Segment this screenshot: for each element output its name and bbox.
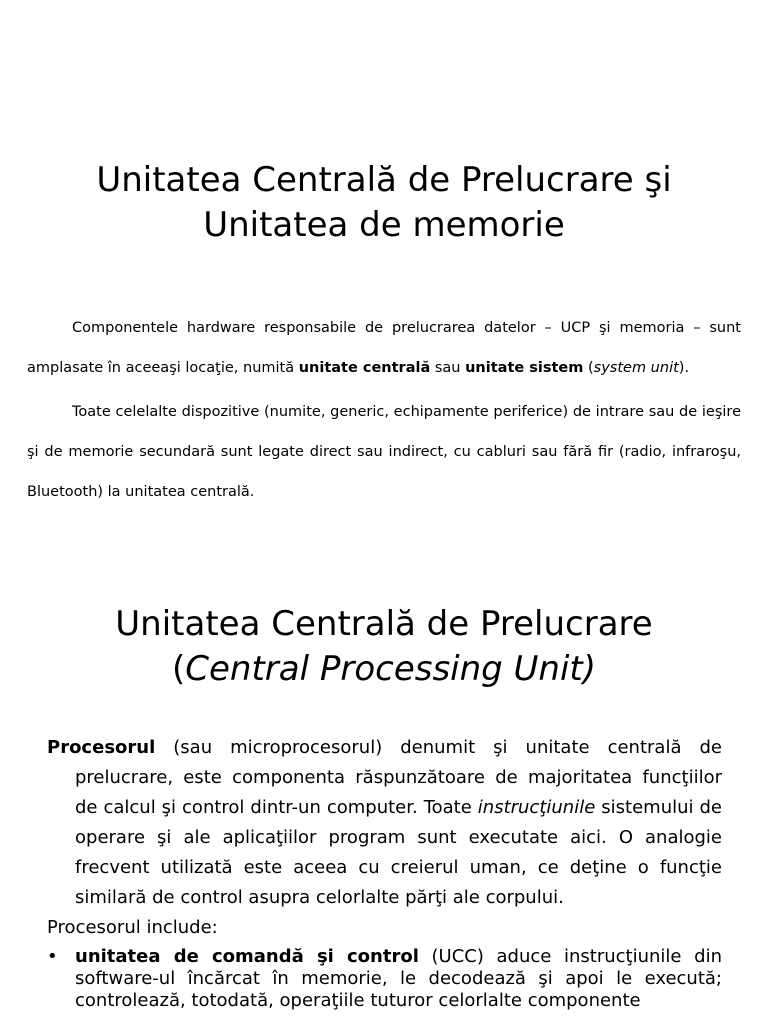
intro-paragraph-1 xyxy=(27,308,741,388)
term-instructiunile: instrucţiunile xyxy=(477,797,596,818)
term-unitate-sistem: unitate sistem xyxy=(465,360,584,376)
slide-2-title-line-1: Unitatea Centrală de Prelucrare xyxy=(115,604,653,644)
list-item xyxy=(47,946,722,1012)
intro-p2-text: Toate celelalte dispozitive (numite, generic, echipamente periferice) de intrare sau de ieşire şi de memorie secundară sunt legate direct sau indirect, cu cabluri sau fără fir (radio, infraroşu, Bluetooth) la unitatea centrală. xyxy=(27,404,741,500)
slide-2-title xyxy=(40,602,728,692)
term-ucc: unitatea de comandă şi control xyxy=(75,946,419,967)
intro-paragraph-2 xyxy=(27,392,741,512)
slide-2-title-english: Central Processing Unit) xyxy=(185,649,597,689)
slide-1-title xyxy=(40,158,728,248)
intro-p1-paren-open: ( xyxy=(583,360,594,376)
ucc-description: (UCC) aduce instrucţiunile din software-ul încărcat în memorie, le decodează şi apoi le execută; controlează, totodată, operaţiile tuturor celorlalte componente xyxy=(75,946,722,1011)
slide-1-title-line-2: Unitatea de memorie xyxy=(203,205,565,245)
slide-1-title-line-1: Unitatea Centrală de Prelucrare şi xyxy=(96,160,672,200)
intro-p1-text: Componentele hardware responsabile de prelucrarea datelor – UCP şi memoria – sunt amplasate în aceeaşi locaţie, numită xyxy=(27,320,741,376)
intro-p1-sau: sau xyxy=(430,360,466,376)
term-system-unit: system unit xyxy=(593,360,679,376)
slide-2-title-line-2 xyxy=(40,647,728,692)
procesor-text-2: sistemului de operare şi ale aplicaţiilor program sunt executate aici. O analogie frecvent utilizată este aceea cu creierul uman, ce deţine o funcţie similară de control asupra celorlalte părţi ale corpului. xyxy=(75,797,722,908)
procesor-includes-label: Procesorul include: xyxy=(47,917,218,938)
intro-p1-paren-close: ). xyxy=(678,360,690,376)
term-unitate-centrala: unitate centrală xyxy=(298,360,431,376)
slide-2-body xyxy=(47,733,722,1012)
bullet-icon: • xyxy=(47,946,58,967)
term-procesorul: Procesorul xyxy=(47,737,156,758)
procesor-text-1: (sau microprocesorul) denumit şi unitate centrală de prelucrare, este componenta răspunzătoare de majoritatea funcţiilor de calcul şi control dintr-un computer. Toate xyxy=(75,737,722,818)
procesor-components-list xyxy=(47,946,722,1012)
slide-2-title-paren: ( xyxy=(171,649,186,689)
procesor-paragraph xyxy=(47,733,722,913)
